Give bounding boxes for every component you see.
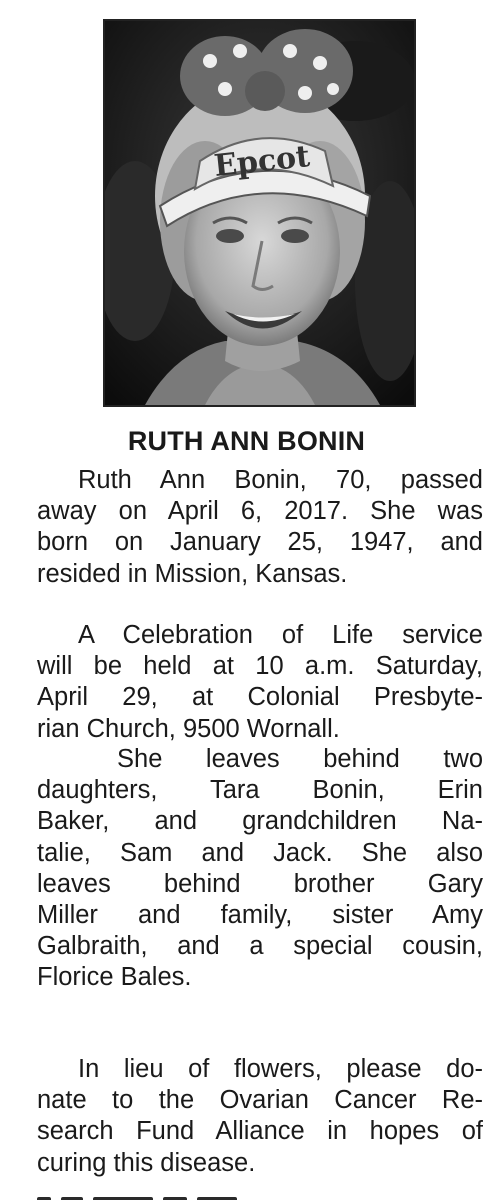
text-line: resided in Mission, Kansas. bbox=[37, 559, 348, 588]
deceased-name: RUTH ANN BONIN bbox=[127, 426, 366, 456]
obituary-paragraph-4 bbox=[37, 1054, 483, 1179]
text-line: will be held at 10 a.m. Saturday, bbox=[37, 652, 483, 681]
obituary-paragraph-1 bbox=[37, 465, 483, 590]
obituary-paragraph-2 bbox=[37, 620, 483, 745]
text-line: Galbraith, and a special cousin, bbox=[37, 932, 483, 961]
text-line: daughters, Tara Bonin, Erin bbox=[37, 776, 483, 805]
obituary-photo bbox=[103, 19, 416, 407]
obituary-paragraph-3 bbox=[37, 744, 483, 994]
text-line: April 29, at Colonial Presbyte- bbox=[37, 683, 483, 712]
text-line: search Fund Alliance in hopes of bbox=[37, 1117, 483, 1146]
visor-text: Epcot bbox=[212, 139, 312, 184]
text-line: She leaves behind two bbox=[117, 745, 483, 773]
text-line: Miller and family, sister Amy bbox=[37, 901, 483, 930]
text-line: talie, Sam and Jack. She also bbox=[37, 838, 483, 867]
text-line: curing this disease. bbox=[37, 1148, 256, 1177]
text-line: In lieu of flowers, please do- bbox=[78, 1055, 483, 1083]
cropped-text-remnant bbox=[37, 1190, 277, 1200]
text-line: away on April 6, 2017. She was bbox=[37, 497, 483, 526]
text-line: rian Church, 9500 Wornall. bbox=[37, 714, 340, 743]
text-line: born on January 25, 1947, and bbox=[37, 528, 483, 557]
text-line: A Celebration of Life service bbox=[78, 621, 483, 649]
text-line: nate to the Ovarian Cancer Re- bbox=[37, 1086, 483, 1115]
text-line: leaves behind brother Gary bbox=[37, 869, 483, 898]
portrait-image bbox=[105, 21, 414, 405]
text-line: Ruth Ann Bonin, 70, passed bbox=[78, 466, 483, 494]
text-line: Florice Bales. bbox=[37, 963, 192, 992]
text-line: Baker, and grandchildren Na- bbox=[37, 807, 483, 836]
